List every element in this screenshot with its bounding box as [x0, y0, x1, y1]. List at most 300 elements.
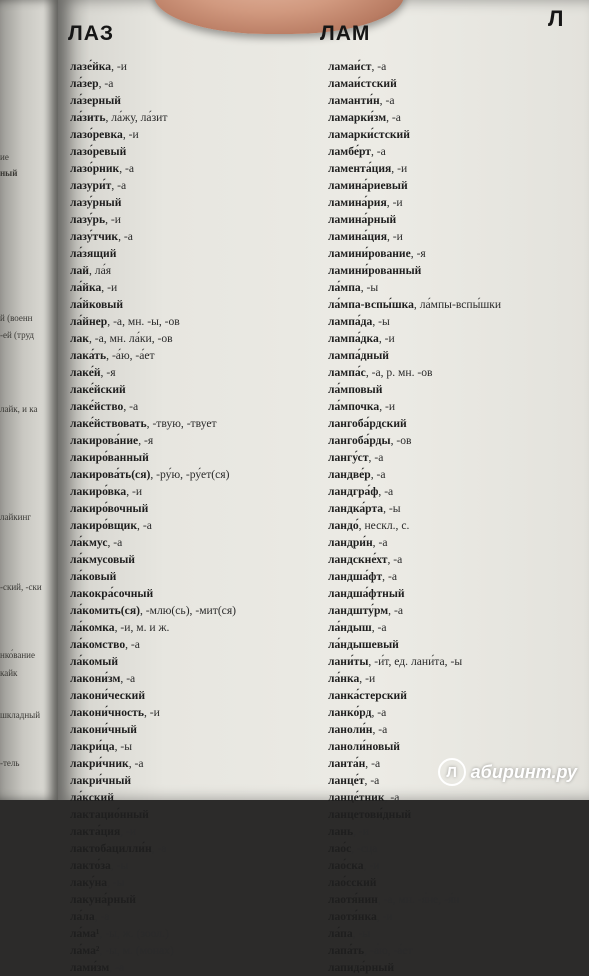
entry-headword: ла́зящий — [70, 247, 117, 260]
entry-grammar: , -я — [138, 434, 154, 447]
dictionary-entry — [328, 874, 586, 891]
dictionary-entry — [70, 602, 318, 619]
entry-grammar: , -а́ю, -а́ет — [106, 349, 155, 362]
entry-headword: ланоли́н — [328, 723, 373, 736]
entry-headword: ламанти́н — [328, 94, 380, 107]
entry-grammar: , -и — [378, 332, 395, 345]
entry-headword: лампа́с — [328, 366, 366, 379]
entry-headword: лак — [70, 332, 89, 345]
entry-grammar: , -а — [372, 536, 388, 549]
entry-headword: ла́йковый — [70, 298, 124, 311]
dictionary-entry — [328, 551, 586, 568]
prev-page-fragment: й (военн — [0, 313, 33, 323]
entry-headword: лани́ты — [328, 655, 369, 668]
entry-headword: лактобацилли́н — [70, 842, 152, 855]
entry-headword: лами́зм — [70, 961, 110, 974]
entry-grammar: , -ы — [110, 859, 129, 872]
prev-page-fragment: нко́вание — [0, 650, 35, 660]
prev-page-fragment: кайк — [0, 668, 18, 678]
entry-headword: ланоли́новый — [328, 740, 400, 753]
entry-headword: ланцетови́дный — [328, 808, 412, 821]
entry-grammar: , -а — [364, 774, 380, 787]
entry-headword: ла́па — [328, 927, 353, 940]
dictionary-entry — [328, 126, 586, 143]
dictionary-entry — [328, 891, 586, 908]
entry-headword: ла́комый — [70, 655, 119, 668]
dictionary-entry — [70, 415, 318, 432]
dictionary-entry — [70, 313, 318, 330]
prev-page-fragment: -ей (труд — [0, 330, 34, 340]
entry-headword: лангоба́рды — [328, 434, 391, 447]
dictionary-entry — [328, 330, 586, 347]
dictionary-entry — [70, 432, 318, 449]
watermark — [438, 758, 577, 786]
dictionary-entry — [70, 364, 318, 381]
dictionary-entry — [328, 500, 586, 517]
dictionary-entry — [328, 313, 586, 330]
entry-headword: ла́комство — [70, 638, 126, 651]
dictionary-entry — [70, 279, 318, 296]
entry-grammar: , -а — [372, 723, 388, 736]
entry-headword: ламарки́стский — [328, 128, 410, 141]
entry-headword: лазу́рный — [70, 196, 122, 209]
previous-page-edge — [0, 0, 58, 800]
entry-headword: ландри́н — [328, 536, 373, 549]
entry-grammar: , ла́жу, ла́зит — [105, 111, 168, 124]
entry-grammar: , -я — [410, 247, 426, 260]
entry-headword: ла́ндышевый — [328, 638, 399, 651]
entry-grammar: , -ы, м. (монах) — [99, 944, 174, 957]
entry-headword: ламина́рный — [328, 213, 397, 226]
entry-headword: ла́ла — [70, 910, 95, 923]
entry-grammar: , ла́я — [88, 264, 112, 277]
entry-headword: лакри́чник — [70, 757, 129, 770]
dictionary-entry — [70, 466, 318, 483]
dictionary-entry — [70, 296, 318, 313]
dictionary-entry — [70, 143, 318, 160]
entry-grammar: , -а́ю, -а́ет — [364, 944, 413, 957]
dictionary-entry — [328, 738, 586, 755]
entry-grammar: , -ы — [114, 740, 133, 753]
entry-grammar: , -а — [368, 451, 384, 464]
dictionary-entry — [328, 925, 586, 942]
entry-headword: ламини́рованный — [328, 264, 422, 277]
entry-headword: лаку́на — [70, 876, 108, 889]
dictionary-entry — [70, 704, 318, 721]
entry-headword: ламаи́стский — [328, 77, 397, 90]
entry-headword: лазу́рь — [70, 213, 106, 226]
left-column — [70, 58, 318, 976]
dictionary-entry — [70, 874, 318, 891]
entry-headword: лакта́ция — [70, 825, 121, 838]
dictionary-entry — [328, 364, 586, 381]
dictionary-entry — [70, 211, 318, 228]
entry-grammar: , -а — [365, 757, 381, 770]
entry-grammar: , -а — [107, 536, 123, 549]
entry-grammar: , -а — [151, 842, 167, 855]
prev-page-fragment: -ский, -ски — [0, 582, 42, 592]
entry-headword: ламаи́ст — [328, 60, 372, 73]
entry-grammar: , -и — [143, 706, 160, 719]
dictionary-entry — [328, 262, 586, 279]
entry-headword: лаке́йство — [70, 400, 124, 413]
entry-headword: лакиро́вочный — [70, 502, 149, 515]
dictionary-entry — [328, 211, 586, 228]
entry-grammar: , -ру́ю, -ру́ет(ся) — [150, 468, 230, 481]
dictionary-entry — [70, 500, 318, 517]
entry-headword: ландскне́хт — [328, 553, 388, 566]
dictionary-entry — [70, 687, 318, 704]
entry-headword: лапида́рный — [328, 961, 395, 974]
dictionary-entry — [70, 806, 318, 823]
entry-headword: ла́йнер — [70, 315, 108, 328]
dictionary-page — [58, 0, 589, 974]
dictionary-entry — [70, 126, 318, 143]
dictionary-entry — [328, 534, 586, 551]
entry-grammar: , -и — [101, 281, 118, 294]
dictionary-entry — [70, 636, 318, 653]
entry-headword: лакирова́ние — [70, 434, 139, 447]
dictionary-entry — [328, 517, 586, 534]
dictionary-entry — [328, 75, 586, 92]
dictionary-entry — [328, 381, 586, 398]
entry-headword: лампа́дный — [328, 349, 389, 362]
dictionary-entry — [328, 466, 586, 483]
entry-headword: лаке́йский — [70, 383, 126, 396]
entry-headword: лань — [328, 825, 354, 838]
dictionary-entry — [70, 330, 318, 347]
entry-headword: ла́ковый — [70, 570, 117, 583]
entry-headword: лакирова́ть(ся) — [70, 468, 151, 481]
dictionary-entry — [328, 721, 586, 738]
entry-grammar: , ла́мпы-вспы́шки — [413, 298, 502, 311]
entry-grammar: , -а — [370, 145, 386, 158]
entry-grammar: , -твую, -твует — [146, 417, 217, 430]
entry-grammar: , -и — [353, 825, 369, 838]
watermark-text: абиринт.ру — [470, 761, 577, 782]
entry-headword: ламента́ция — [328, 162, 392, 175]
entry-grammar: , нескл., с. — [358, 519, 410, 532]
entry-headword: ландшту́рм — [328, 604, 389, 617]
entry-headword: лакони́ческий — [70, 689, 145, 702]
entry-headword: лакиро́вка — [70, 485, 127, 498]
entry-headword: ла́нка — [328, 672, 360, 685]
dictionary-entry — [328, 619, 586, 636]
entry-headword: ланце́т — [328, 774, 365, 787]
entry-grammar: , -а — [388, 604, 403, 617]
entry-grammar: , -а — [119, 162, 134, 175]
entry-headword: лакони́чность — [70, 706, 144, 719]
entry-grammar: , -а — [123, 400, 139, 413]
entry-headword: ла́кмусовый — [70, 553, 135, 566]
dictionary-entry — [70, 534, 318, 551]
dictionary-entry — [70, 109, 318, 126]
dictionary-entry — [70, 653, 318, 670]
entry-headword: лаотя́нин — [328, 893, 378, 906]
entry-headword: лао́сский — [328, 876, 377, 889]
dictionary-entry — [328, 92, 586, 109]
dictionary-entry — [70, 942, 318, 959]
entry-grammar: , -я — [100, 366, 116, 379]
dictionary-entry — [70, 398, 318, 415]
dictionary-entry — [328, 279, 586, 296]
dictionary-entry — [70, 789, 318, 806]
entry-grammar: , -и — [386, 196, 403, 209]
dictionary-entry — [70, 585, 318, 602]
entry-headword: лао́ска — [328, 859, 364, 872]
entry-grammar: , -а, мн. -ы, -ов — [107, 315, 180, 328]
dictionary-entry — [328, 143, 586, 160]
entry-grammar: , -и — [122, 128, 139, 141]
dictionary-entry — [328, 840, 586, 857]
entry-grammar: , -а — [384, 791, 400, 804]
entry-headword: ламарки́зм — [328, 111, 387, 124]
entry-grammar: , -а — [370, 468, 386, 481]
entry-grammar: , -и — [120, 825, 137, 838]
left-guide-word: ЛАЗ — [68, 22, 115, 45]
dictionary-entry — [328, 823, 586, 840]
entry-grammar: , -и — [359, 672, 376, 685]
dictionary-entry — [70, 262, 318, 279]
dictionary-entry — [70, 755, 318, 772]
dictionary-entry — [328, 415, 586, 432]
dictionary-entry — [328, 296, 586, 313]
entry-headword: лаке́й — [70, 366, 101, 379]
entry-grammar: , -и — [387, 230, 403, 243]
entry-headword: ланка́стерский — [328, 689, 407, 702]
dictionary-entry — [328, 245, 586, 262]
entry-headword: ландша́фтный — [328, 587, 405, 600]
entry-headword: ла́мпа — [328, 281, 361, 294]
section-letter: Л — [548, 6, 565, 31]
entry-grammar: , -а — [137, 519, 152, 532]
dictionary-entry — [328, 432, 586, 449]
entry-headword: лакони́чный — [70, 723, 137, 736]
dictionary-entry — [70, 670, 318, 687]
dictionary-entry — [70, 908, 318, 925]
entry-headword: ла́йка — [70, 281, 102, 294]
entry-grammar: , -а — [111, 179, 127, 192]
entry-headword: лазо́ревый — [70, 145, 127, 158]
prev-page-fragment: лайк, и ка — [0, 404, 38, 414]
dictionary-entry — [328, 585, 586, 602]
dictionary-entry — [70, 92, 318, 109]
prev-page-fragment: -тель — [0, 758, 20, 768]
entry-headword: лакиро́ванный — [70, 451, 149, 464]
entry-headword: ла́ма¹ — [70, 927, 100, 940]
entry-grammar: , -а, р. мн. -ов — [365, 366, 433, 379]
dictionary-entry — [328, 959, 586, 976]
entry-headword: ла́ма² — [70, 944, 100, 957]
dictionary-entry — [70, 177, 318, 194]
dictionary-entry — [328, 109, 586, 126]
prev-page-fragment: ие — [0, 152, 9, 162]
entry-grammar: , -млю(сь), -мит(ся) — [139, 604, 237, 617]
entry-headword: лао́с — [328, 842, 352, 855]
entry-grammar: , -а — [118, 230, 133, 243]
dictionary-entry — [328, 449, 586, 466]
entry-headword: лай — [70, 264, 89, 277]
entry-headword: ланко́рд — [328, 706, 372, 719]
entry-headword: ламина́рия — [328, 196, 387, 209]
entry-grammar: , -а — [109, 961, 125, 974]
entry-headword: лазе́йка — [70, 60, 112, 73]
entry-headword: лаотя́нка — [328, 910, 377, 923]
entry-grammar: , -и, м. и ж. — [114, 621, 170, 634]
entry-headword: ландка́рта — [328, 502, 384, 515]
dictionary-entry — [70, 738, 318, 755]
entry-headword: ланта́н — [328, 757, 366, 770]
entry-headword: лакри́чный — [70, 774, 132, 787]
entry-headword: лазо́рник — [70, 162, 120, 175]
entry-grammar: , -сца — [351, 842, 378, 855]
dictionary-entry — [70, 58, 318, 75]
dictionary-entry — [70, 925, 318, 942]
entry-headword: лакиро́вщик — [70, 519, 138, 532]
entry-grammar: , -и — [363, 859, 380, 872]
dictionary-entry — [70, 228, 318, 245]
entry-grammar: , -а — [371, 621, 387, 634]
dictionary-entry — [328, 347, 586, 364]
entry-grammar: , -а — [387, 553, 403, 566]
entry-grammar: , -а — [128, 757, 144, 770]
entry-grammar: , -и́т, ед. лани́та, -ы — [368, 655, 463, 668]
entry-grammar: , -а — [120, 672, 136, 685]
entry-headword: ла́комить(ся) — [70, 604, 140, 617]
dictionary-entry — [70, 772, 318, 789]
entry-grammar: , -ы — [372, 315, 390, 328]
entry-grammar: , -ы, ж. (зоол.) — [99, 927, 169, 940]
dictionary-entry — [328, 568, 586, 585]
entry-headword: лаке́йствовать — [70, 417, 147, 430]
entry-headword: ла́зить — [70, 111, 106, 124]
entry-headword: ламбе́рт — [328, 145, 371, 158]
dictionary-entry — [328, 942, 586, 959]
entry-headword: лазо́ревка — [70, 128, 123, 141]
dictionary-entry — [70, 857, 318, 874]
entry-grammar: , -а — [386, 111, 401, 124]
entry-headword: лазури́т — [70, 179, 112, 192]
entry-grammar: , -а — [94, 910, 110, 923]
dictionary-entry — [70, 840, 318, 857]
dictionary-entry — [328, 602, 586, 619]
entry-headword: ламини́рование — [328, 247, 411, 260]
dictionary-entry — [70, 381, 318, 398]
entry-grammar: , -и — [391, 162, 408, 175]
entry-headword: ла́мповый — [328, 383, 383, 396]
dictionary-entry — [70, 194, 318, 211]
entry-headword: ламина́риевый — [328, 179, 408, 192]
dictionary-entry — [70, 721, 318, 738]
dictionary-entry — [70, 75, 318, 92]
dictionary-entry — [328, 636, 586, 653]
dictionary-entry — [328, 58, 586, 75]
entry-headword: ла́кмус — [70, 536, 108, 549]
right-guide-word: ЛАМ — [320, 22, 371, 45]
entry-headword: лазу́тчик — [70, 230, 119, 243]
entry-headword: ла́зерный — [70, 94, 121, 107]
entry-grammar: , -ы — [352, 927, 371, 940]
entry-grammar: , -а — [378, 485, 394, 498]
dictionary-entry — [70, 160, 318, 177]
entry-grammar: , -а — [371, 60, 387, 73]
entry-headword: ланце́тник — [328, 791, 385, 804]
entry-headword: лакони́зм — [70, 672, 121, 685]
entry-headword: ла́мпа-вспы́шка — [328, 298, 414, 311]
dictionary-entry — [328, 177, 586, 194]
entry-grammar: , -а — [98, 77, 114, 90]
entry-grammar: , -и — [376, 910, 393, 923]
prev-page-fragment: ный — [0, 168, 18, 178]
dictionary-entry — [70, 823, 318, 840]
entry-headword: ла́зер — [70, 77, 99, 90]
dictionary-entry — [70, 551, 318, 568]
labirint-logo-icon: Л — [438, 758, 466, 786]
entry-headword: ландша́фт — [328, 570, 383, 583]
entry-headword: ла́ндыш — [328, 621, 372, 634]
dictionary-entry — [328, 670, 586, 687]
entry-headword: ла́кский — [70, 791, 114, 804]
dictionary-entry — [328, 653, 586, 670]
entry-grammar: , -ы — [107, 876, 125, 889]
entry-grammar: , -и — [111, 60, 127, 73]
entry-headword: лакри́ца — [70, 740, 115, 753]
entry-headword: ландгра́ф — [328, 485, 379, 498]
dictionary-entry — [328, 704, 586, 721]
entry-grammar: , -а — [125, 638, 140, 651]
entry-headword: ла́мпочка — [328, 400, 380, 413]
prev-page-fragment: лайкинг — [0, 512, 31, 522]
entry-grammar: , -а — [379, 94, 395, 107]
dictionary-entry — [328, 483, 586, 500]
dictionary-entry — [70, 517, 318, 534]
entry-grammar: , -и — [126, 485, 143, 498]
entry-grammar: , -ы — [383, 502, 401, 515]
dictionary-entry — [70, 619, 318, 636]
dictionary-entry — [328, 160, 586, 177]
right-column — [328, 58, 586, 976]
entry-headword: ла́комка — [70, 621, 115, 634]
dictionary-entry — [328, 806, 586, 823]
entry-headword: лампа́дка — [328, 332, 379, 345]
dictionary-entry — [70, 347, 318, 364]
entry-headword: лакуна́рный — [70, 893, 136, 906]
entry-headword: ландо́ — [328, 519, 359, 532]
dictionary-entry — [328, 857, 586, 874]
dictionary-entry — [70, 891, 318, 908]
entry-grammar: , -и — [379, 400, 396, 413]
entry-grammar: , -ы — [360, 281, 379, 294]
entry-headword: ламина́ция — [328, 230, 387, 243]
entry-grammar: , -и — [105, 213, 121, 226]
dictionary-entry — [328, 228, 586, 245]
prev-page-fragment: шкладный — [0, 710, 41, 720]
entry-headword: лангу́ст — [328, 451, 369, 464]
entry-headword: лампа́да — [328, 315, 373, 328]
entry-headword: ландве́р — [328, 468, 371, 481]
entry-grammar: , -а, мн. -я́не, -я́н — [377, 893, 460, 906]
dictionary-entry — [328, 789, 586, 806]
dictionary-entry — [70, 449, 318, 466]
entry-headword: лакто́за — [70, 859, 111, 872]
dictionary-entry — [328, 194, 586, 211]
dictionary-entry — [328, 398, 586, 415]
entry-grammar: , -ов — [390, 434, 412, 447]
entry-headword: лакокра́сочный — [70, 587, 154, 600]
entry-grammar: , -а, мн. ла́ки, -ов — [88, 332, 173, 345]
dictionary-entry — [70, 959, 318, 976]
entry-headword: лангоба́рдский — [328, 417, 407, 430]
